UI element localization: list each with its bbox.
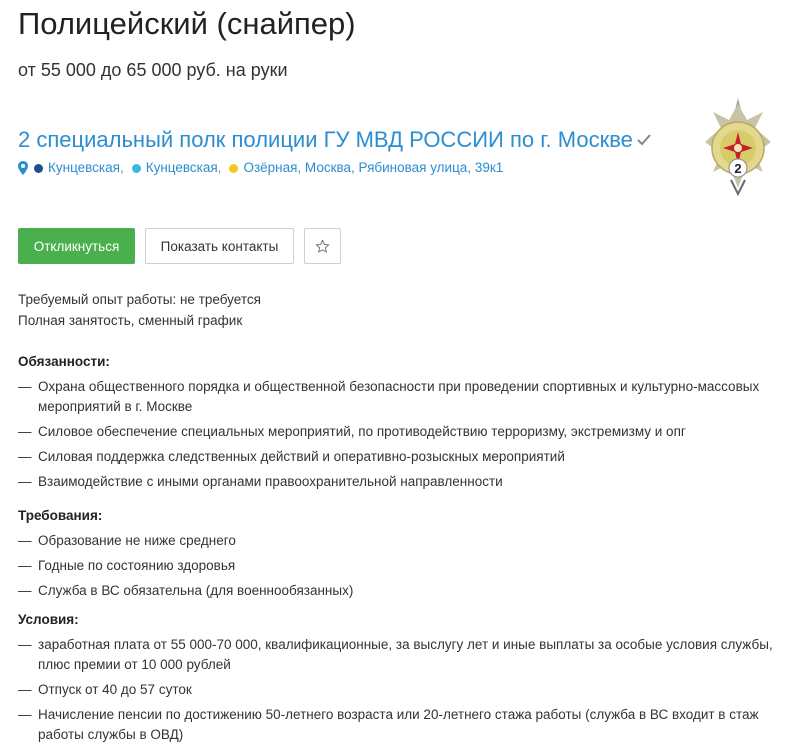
list-item: — Годные по состоянию здоровья	[18, 558, 236, 573]
respond-button[interactable]: Откликнуться	[18, 228, 135, 264]
company-row	[18, 126, 652, 154]
duties-section	[18, 352, 778, 492]
metro-line-dot	[34, 164, 43, 173]
map-pin-icon	[18, 161, 28, 175]
company-logo[interactable]	[705, 98, 771, 202]
employment-text: Полная занятость, сменный график	[18, 313, 243, 328]
star-icon	[315, 239, 330, 254]
experience-text: Требуемый опыт работы: не требуется	[18, 292, 261, 307]
address-row: Кунцевская , Кунцевская , Озёрная, Москва, Рябиновая улица, 39к1	[18, 159, 503, 177]
vacancy-title: Полицейский (снайпер)	[18, 6, 356, 41]
list-item: — Образование не ниже среднего	[18, 533, 236, 548]
checkmark-icon	[636, 133, 652, 147]
metro-station[interactable]: Кунцевская	[145, 160, 218, 175]
section-heading: Условия:	[18, 612, 79, 627]
list-item: — заработная плата от 55 000-70 000, квалификационные, за выслугу лет и иные выплаты за особые условия службы, плюс премии от 10 000 рублей	[18, 637, 773, 672]
vacancy-salary: от 55 000 до 65 000 руб. на руки	[18, 60, 288, 80]
list-item: — Начисление пенсии по достижению 50-летнего возраста или 20-летнего стажа работы (служба в ВС входит в стаж работы службы в ОВД)	[18, 707, 759, 742]
police-emblem-icon	[705, 98, 771, 202]
section-heading: Требования:	[18, 508, 103, 523]
list-item: — Силовая поддержка следственных действий и оперативно-розыскных мероприятий	[18, 449, 565, 464]
list-item: — Служба в ВС обязательна (для военнообязанных)	[18, 583, 354, 598]
metro-station[interactable]: Кунцевская	[48, 160, 120, 175]
list-item: — Отпуск от 40 до 57 суток	[18, 682, 192, 697]
metro-line-dot	[229, 164, 238, 173]
logo-number: 2	[734, 161, 742, 176]
requirements-section	[18, 506, 778, 601]
address-text[interactable]: Озёрная, Москва, Рябиновая улица, 39к1	[243, 160, 504, 175]
list-item: — Силовое обеспечение специальных мероприятий, по противодействию терроризму, экстремизму и опг	[18, 424, 686, 439]
show-contacts-button[interactable]: Показать контакты	[145, 228, 294, 264]
metro-line-dot	[132, 164, 141, 173]
vacancy-meta	[18, 289, 261, 331]
list-item: — Охрана общественного порядка и общественной безопасности при проведении спортивных и культурно-массовых мероприятий в г. Москве	[18, 379, 760, 414]
favorite-button[interactable]	[304, 228, 341, 264]
section-heading: Обязанности:	[18, 354, 110, 369]
list-item: — Взаимодействие с иными органами правоохранительной направленности	[18, 474, 503, 489]
company-link[interactable]: 2 специальный полк полиции ГУ МВД РОССИИ по г. Москве	[18, 127, 633, 152]
conditions-section	[18, 610, 778, 745]
